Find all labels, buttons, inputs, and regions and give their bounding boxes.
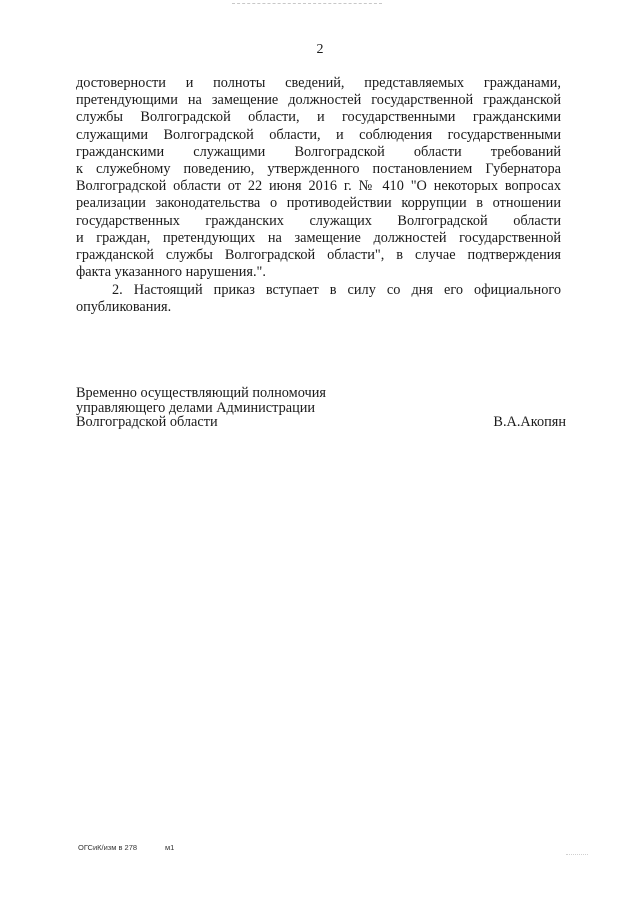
signatory-position-line: Временно осуществляющий полномочия [76, 385, 326, 401]
text-line: гражданской службы Волгоградской области", в случае подтверждения [76, 247, 561, 264]
text-line: достоверности и полноты сведений, представляемых гражданами, [76, 75, 561, 91]
scan-artifact [566, 854, 588, 859]
paragraph-continuation [76, 75, 561, 281]
text-line: реализации законодательства о противодействии коррупции в отношении [76, 195, 561, 212]
signatory-position-line: управляющего делами Администрации [76, 399, 316, 416]
page-number: 2 [316, 42, 324, 57]
signatory-position-line: Волгоградской области [76, 414, 218, 430]
text-line: претендующими на замещение должностей государственной гражданской [76, 92, 561, 109]
text-line: Волгоградской области от 22 июня 2016 г. № 410 "О некоторых вопросах [76, 178, 561, 195]
text-line: 2. Настоящий приказ вступает в силу со дня его официального [112, 282, 561, 298]
text-line: к служебному поведению, утвержденного постановлением Губернатора [76, 161, 561, 178]
paragraph-effective-date [76, 282, 561, 316]
text-line: гражданскими служащими Волгоградской области требований [76, 143, 561, 160]
text-line: факта указанного нарушения.". [76, 264, 266, 281]
top-scan-rule [232, 3, 382, 4]
footer-mark: м1 [165, 843, 175, 852]
text-line: и граждан, претендующих на замещение должностей государственной [76, 229, 561, 246]
text-line: опубликования. [76, 299, 172, 316]
text-line: службы Волгоградской области, и государственными гражданскими [76, 109, 561, 126]
signature-block [76, 386, 566, 430]
text-line: государственных гражданских служащих Волгоградской области [76, 212, 561, 229]
footer-document-code: ОГСиК/изм в 278 [78, 843, 138, 852]
text-line: служащими Волгоградской области, и соблюдения государственными [76, 126, 561, 143]
signatory-name: В.А.Акопян [493, 414, 566, 430]
